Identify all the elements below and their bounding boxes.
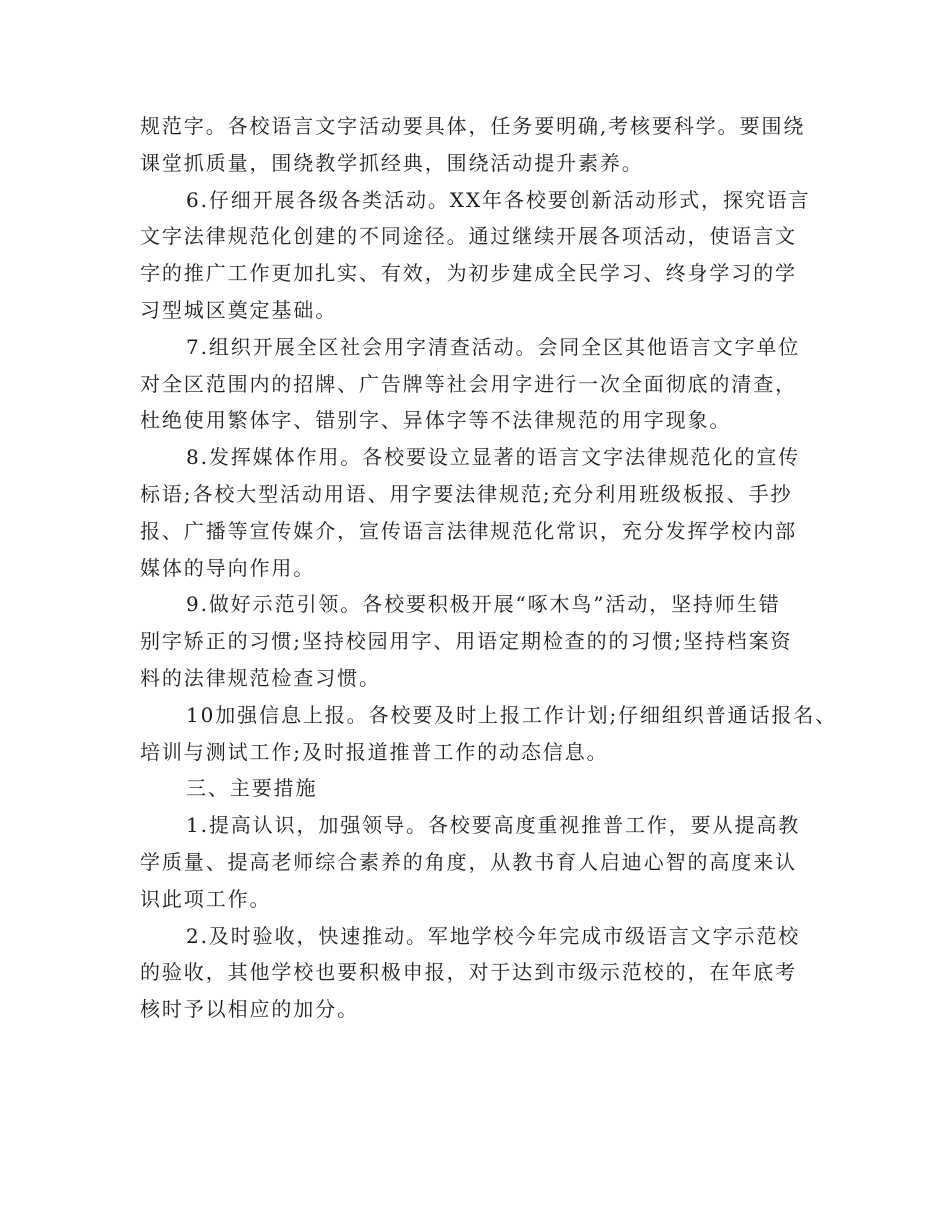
measure-2-heading: 2.及时验收，快速推动。军地学校今年完成市级语言文字示范校	[186, 923, 801, 948]
text-line: 杜绝使用繁体字、错别字、异体字等不法律规范的用字现象。	[140, 408, 732, 433]
text-line: 规范字。各校语言文字活动要具体，任务要明确,考核要科学。要围绕	[140, 114, 806, 138]
text-line: 核时予以相应的加分。	[140, 997, 359, 1022]
text-line: 标语;各校大型活动用语、用字要法律规范;充分利用班级板报、手抄	[140, 481, 793, 506]
text-line: 对全区范围内的招牌、广告牌等社会用字进行一次全面彻底的清查，	[140, 371, 797, 396]
section-heading: 三、主要措施	[186, 776, 318, 801]
text-line: 文字法律规范化创建的不同途径。通过继续开展各项活动，使语言文	[140, 224, 797, 249]
paragraph-6-heading: 6.仔细开展各级各类活动。XX年各校要创新活动形式，探究语言	[186, 187, 811, 212]
paragraph-9-heading: 9.做好示范引领。各校要积极开展“啄木鸟”活动，坚持师生错	[186, 592, 781, 617]
text-line: 料的法律规范检查习惯。	[140, 665, 381, 690]
text-line: 别字矫正的习惯;坚持校园用字、用语定期检查的的习惯;坚持档案资	[140, 629, 793, 654]
text-line: 课堂抓质量，围绕教学抓经典，围绕活动提升素养。	[140, 150, 644, 175]
text-line: 培训与测试工作;及时报道推普工作的动态信息。	[140, 739, 609, 764]
text-line: 字的推广工作更加扎实、有效，为初步建成全民学习、终身学习的学	[140, 261, 797, 286]
document-body	[140, 108, 840, 1028]
paragraph-7-heading: 7.组织开展全区社会用字清查活动。会同全区其他语言文字单位	[186, 334, 801, 359]
text-line: 媒体的导向作用。	[140, 555, 316, 580]
text-line: 习型城区奠定基础。	[140, 297, 338, 322]
paragraph-10-heading: 10加强信息上报。各校要及时上报工作计划;仔细组织普通话报名、	[186, 702, 838, 727]
text-line: 的验收，其他学校也要积极申报，对于达到市级示范校的，在年底考	[140, 960, 797, 985]
text-line: 识此项工作。	[140, 886, 272, 911]
text-line: 学质量、提高老师综合素养的角度，从教书育人启迪心智的高度来认	[140, 849, 797, 874]
measure-1-heading: 1.提高认识，加强领导。各校要高度重视推普工作，要从提高教	[186, 813, 801, 838]
paragraph-8-heading: 8.发挥媒体作用。各校要设立显著的语言文字法律规范化的宣传	[186, 445, 801, 470]
text-line: 报、广播等宣传媒介，宣传语言法律规范化常识，充分发挥学校内部	[140, 518, 797, 543]
